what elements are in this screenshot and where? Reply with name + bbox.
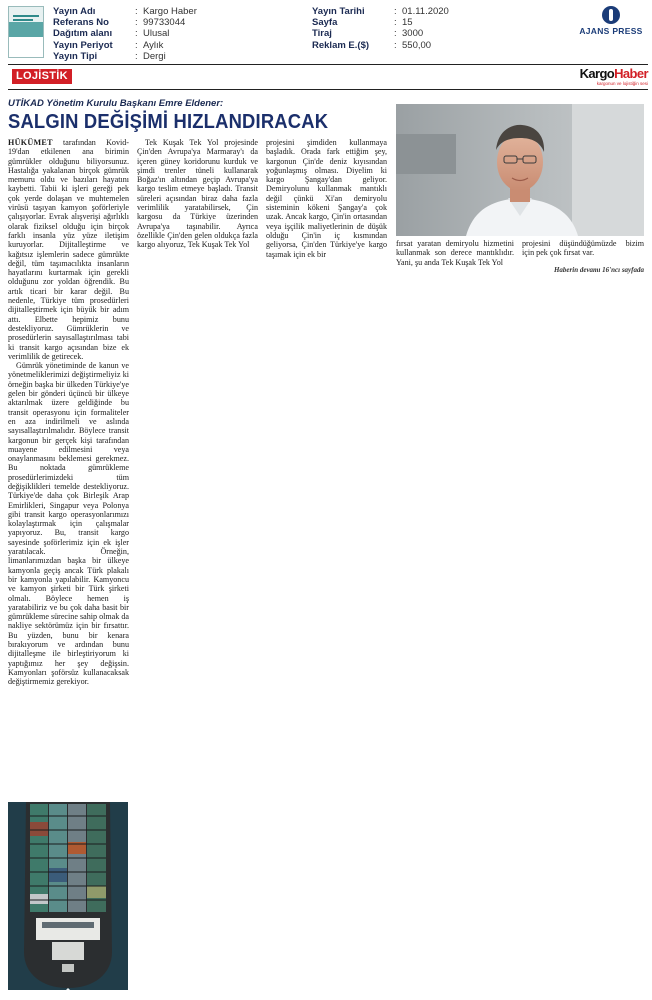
- magazine-cover-thumbnail: [8, 6, 44, 58]
- meta-label: Tiraj: [312, 28, 332, 40]
- publication-logo-tagline: kargonun ve lojistiğin sesi: [596, 81, 648, 86]
- meta-row-circulation: Tiraj : 3000: [312, 28, 424, 40]
- meta-label: Sayfa: [312, 17, 338, 29]
- article-headline: SALGIN DEĞİŞİMİ HIZLANDIRACAK: [8, 111, 329, 133]
- paragraph: HÜKÜMET tarafından Kovid-19'dan etkilenen ana birimin gümrükler olduğunu biliyorsunuz. Hastalığa yakalanan birçok gümrük memuru oldu ve bazıları hayatını kaybetti. Tabii ki işleri gereği pek çok yerde dolaşan ve muhtemelen virüsü taşıyan kamyon şoförleriyle çalışıyorlar. Evrak alışverişi ağırlıklı olarak fiziksel olduğu için birçok farklı insanla yüz yüze iletişim kuruyorlar. Dijitalleştirme ve kağıtsız işlemlerin sadece gümrükte değil, tüm taşımacılıkta insanların hayatlarını kurtarmak için gerekli olduğunu zor yoldan öğrendik. Bu artık ticari bir karar değil. Bu nedenle, Türkiye tüm prosedürleri dijitalleştirmek için büyük bir adım attı. Elbette hepimiz bunu destekliyoruz. Gümrüklerin ve prosedürlerin sayısallaştırılması tabi ki transit kargo açısından bize ek verimlilik de getirecek.: [8, 138, 129, 361]
- article-column-5: [522, 239, 644, 258]
- continued-note: Haberin devamı 16'ncı sayfada: [553, 266, 644, 274]
- meta-row-date: Yayın Tarihi : 01.11.2020: [312, 6, 449, 17]
- meta-row-publication: Yayın Adı : Kargo Haber: [53, 6, 197, 17]
- meta-value: 15: [402, 17, 413, 29]
- clipping-meta-right: [312, 6, 449, 51]
- section-tag: LOJİSTİK: [12, 69, 72, 84]
- meta-value: Ulusal: [143, 28, 170, 40]
- paragraph: projesini düşündüğümüzde bizim için pek çok fırsat var.: [522, 239, 644, 258]
- article-kicker: UTİKAD Yönetim Kurulu Başkanı Emre Eldener:: [8, 98, 224, 109]
- paragraph: Gümrük yönetiminde de kanun ve yönetmeliklerimizi değiştirmeliyiz ki örneğin başka bir ülkeden Türkiye'ye gelen bir gönderi üçüncü bir ülkeye aktarılmak üzere geldiğinde bu transit operasyonu için formaliteler en aza indirilmeli ve aslında sayısallaştırılmalıdır. Böylece transit kargonun bir gerçek kişi tarafından muayene edilmesini veya onaylanmasını beklemesi gerekmez. Bu noktada gümrükleme prosedürlerimizdeki tüm değişiklikleri temelde destekliyoruz. Türkiye'de daha çok Birleşik Arap Emirlikleri, Singapur veya Polonya gibi transit kargo operasyonlarımızı kolaylaştırmak için çalışmalar yapıyoruz. Bu, transit kargo sayesinde şoförlerimiz için ek işler yaratılacak. Örneğin, limanlarımızdan başka bir ülkeye kamyonla geçiş ancak Türk plakalı bir kamyonla yapılabilir. Kamyoncu ve kamyon şirketi bir Türk şirketi olmalı. Böylece hemen iş yaratabiliriz ve bu çok daha basit bir gümrükleme sürecine sahip olmak da nakliye sektörümüz için bir fırsattır. Bu yüzden, bunu bir kenara bırakıyorum ve ardından bunu dijitalleşme ile birleştiriyorum ki yaptığımız her şey değişsin. Kamyonları şoförsüz kullanacaksak değiştirmemiz gerekiyor.: [8, 361, 129, 687]
- article-column-1: [8, 138, 129, 687]
- meta-row-reference: Referans No : 99733044: [53, 17, 186, 29]
- meta-value: Kargo Haber: [143, 6, 197, 17]
- portrait-photo: [396, 104, 644, 236]
- agency-logo-icon: [602, 6, 620, 24]
- meta-row-period: Yayın Periyot : Aylık: [53, 39, 164, 51]
- meta-label: Yayın Periyot: [53, 39, 113, 51]
- clipping-meta-left: [53, 6, 197, 62]
- meta-label: Referans No: [53, 17, 109, 29]
- meta-value: Dergi: [143, 50, 166, 62]
- meta-row-ad-value: Reklam E.($) : 550,00: [312, 39, 432, 51]
- publication-logo-name: KargoHaber: [579, 66, 648, 81]
- meta-label: Yayın Adı: [53, 6, 96, 17]
- publication-logo: [564, 66, 648, 86]
- meta-label: Dağıtım alanı: [53, 28, 113, 40]
- publication-divider: [8, 89, 648, 90]
- meta-row-page: Sayfa : 15: [312, 17, 413, 29]
- meta-label: Yayın Tipi: [53, 50, 98, 62]
- article-column-2: [137, 138, 258, 250]
- meta-value: 550,00: [402, 39, 432, 51]
- meta-value: 99733044: [143, 17, 186, 29]
- article-column-3: [266, 138, 387, 259]
- paragraph: projesini şimdiden kullanmaya başladık. Orada fark ettiğim şey, kargonun Çin'de deniz kıyısından yoğunlaşmış olması. Diyelim ki kargo Şangay'dan geliyor. Demiryolunu kullanmak mantıklı değil çünkü Xi'an demiryolu sisteminin kökeni Şangay'a çok uzak. Ancak kargo, Çin'in ortasından veya işçilik maliyetlerinin de düşük olduğu Çin'in iç kısmından geliyorsa, Çin'den Türkiye'ye kargo taşımak için ek bir: [266, 138, 387, 259]
- portrait-photo-image: [396, 104, 644, 236]
- header-divider: [8, 64, 648, 65]
- publication-bar: [0, 66, 652, 90]
- paragraph: Tek Kuşak Tek Yol projesinde Çin'den Avrupa'ya Marmaray'ı da içeren güney koridorunu kurduk ve şimdi trenler tüneli kullanarak Boğaz'ın altından geçip Avrupa'ya kargo teslim etmeye başladı. Transit süreleri açısından biraz daha fazla verimlilik yaratabilirsek, Çin kargosu da Türkiye üzerinden Avrupa'ya taşınabilir. Ayrıca özellikle Çin'den gelen oldukça fazla kargo alıyoruz, Tek Kuşak Tek Yol: [137, 138, 258, 250]
- lead-word: HÜKÜMET: [8, 138, 53, 147]
- container-ship-image: [8, 802, 128, 990]
- meta-row-distribution: Dağıtım alanı : Ulusal: [53, 28, 170, 40]
- article-column-4: [396, 239, 514, 267]
- meta-row-type: Yayın Tipi : Dergi: [53, 50, 166, 62]
- meta-value: 3000: [402, 28, 424, 40]
- agency-logo-text: AJANS PRESS: [579, 26, 643, 36]
- meta-label: Reklam E.($): [312, 39, 370, 51]
- meta-value: Aylık: [143, 39, 164, 51]
- meta-value: 01.11.2020: [402, 6, 449, 17]
- container-ship-photo: [8, 802, 128, 990]
- meta-label: Yayın Tarihi: [312, 6, 365, 17]
- clipping-header: [0, 0, 652, 66]
- paragraph: fırsat yaratan demiryolu hizmetini kullanmak son derece mantıklıdır. Yani, şu anda Tek Kuşak Tek Yol: [396, 239, 514, 267]
- agency-logo: [574, 6, 648, 36]
